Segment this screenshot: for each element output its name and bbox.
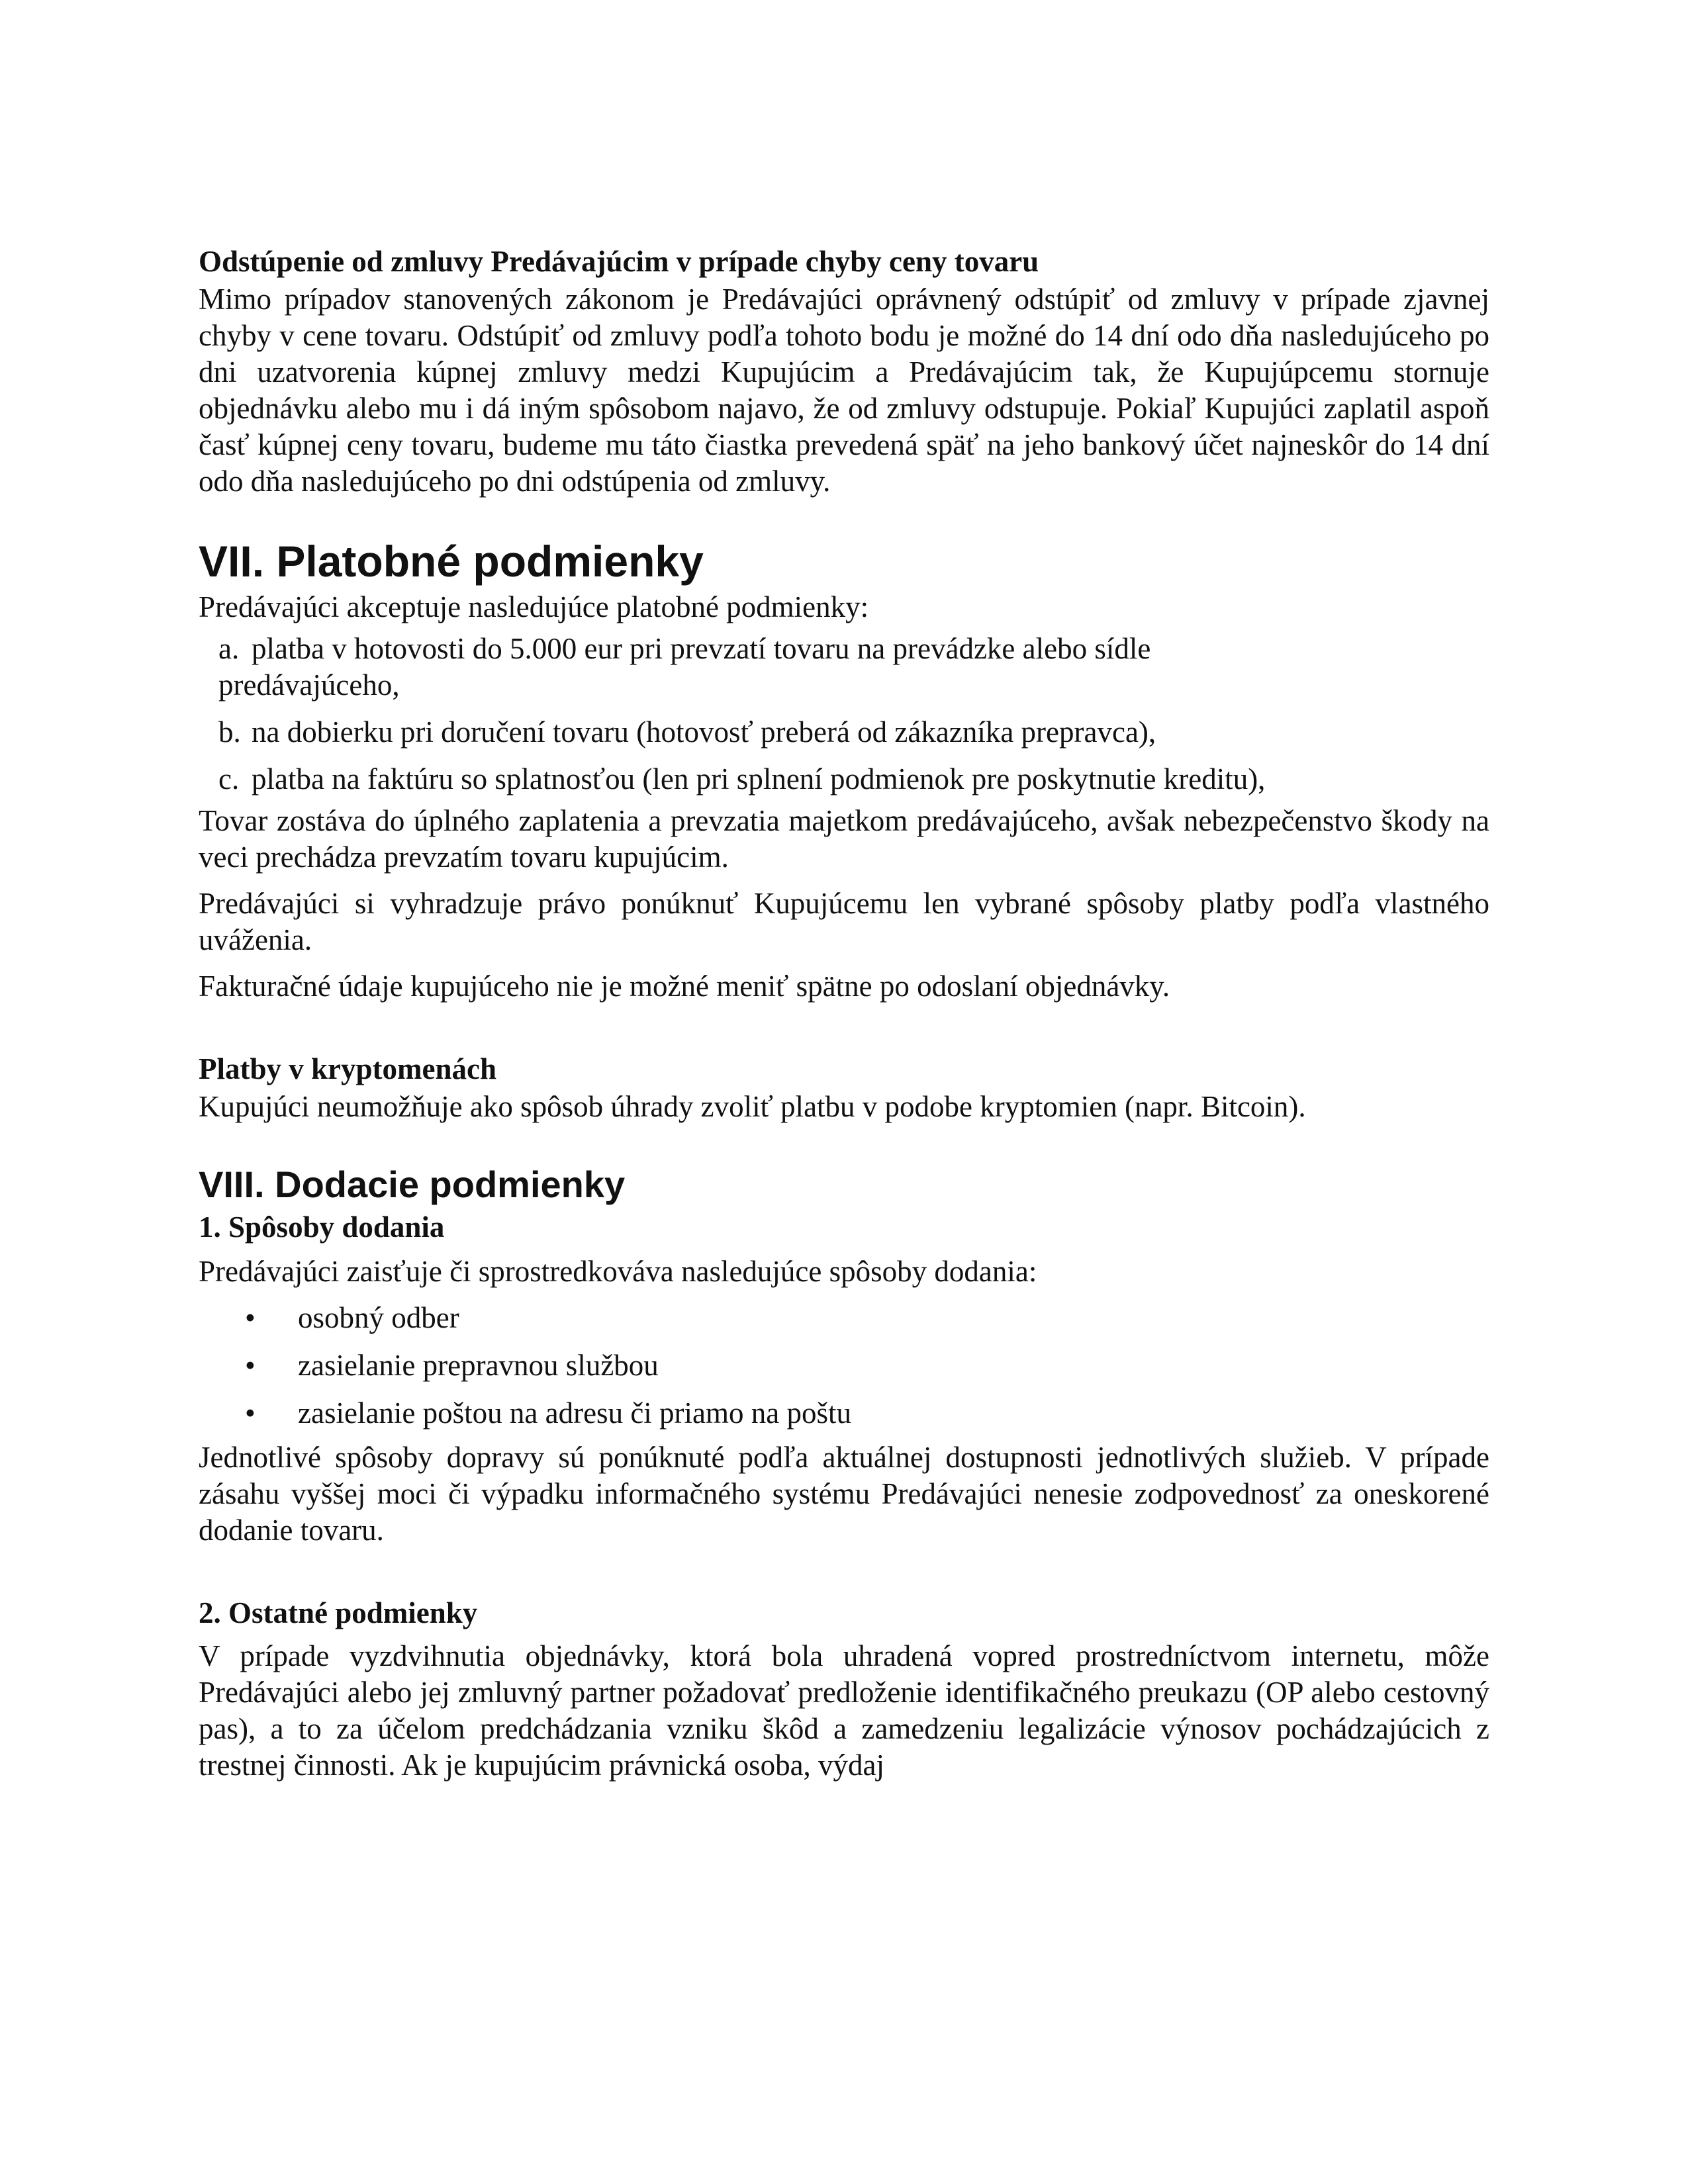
bullet: • [245, 1349, 256, 1382]
ownership-paragraph: Tovar zostáva do úplného zaplatenia a prevzatia majetkom predávajúceho, avšak nebezpečenstvo škody na veci prechádza prevzatím tovaru kupujúcim. [199, 804, 1489, 874]
payment-choice-paragraph: Predávajúci si vyhradzuje právo ponúknuť Kupujúcemu len vybrané spôsoby platby podľa vlastného uváženia. [199, 887, 1489, 956]
list-item-text: osobný odber [298, 1301, 459, 1334]
list-item [199, 714, 1489, 751]
list-item-text: na dobierku pri doručení tovaru (hotovosť preberá od zákazníka prepravca), [252, 715, 1156, 749]
list-item [199, 761, 1489, 797]
list-item-text-continued: predávajúceho, [218, 668, 400, 702]
crypto-body: Kupujúci neumožňuje ako spôsob úhrady zvoliť platbu v podobe kryptomien (napr. Bitcoin). [199, 1090, 1306, 1123]
list-item [199, 1300, 1489, 1336]
other-conditions-subheading: 2. Ostatné podmienky [199, 1596, 478, 1629]
section-price-error-title: Odstúpenie od zmluvy Predávajúcim v prípade chyby ceny tovaru [199, 245, 1039, 278]
section-price-error-body: Mimo prípadov stanovených zákonom je Predávajúci oprávnený odstúpiť od zmluvy v prípade zjavnej chyby v cene tovaru. Odstúpiť od zmluvy podľa tohoto bodu je možné do 14 dní odo dňa nasledujúceho po dni uzatvorenia kúpnej zmluvy medzi Kupujúcim a Predávajúcim tak, že Kupujúpcemu stornuje objednávku alebo mu i dá iným spôsobom najavo, že od zmluvy odstupuje. Pokiaľ Kupujúci zaplatil aspoň časť kúpnej ceny tovaru, budeme mu táto čiastka prevedená späť na jeho bankový účet najneskôr do 14 dní odo dňa nasledujúceho po dni odstúpenia od zmluvy. [199, 283, 1489, 498]
list-marker: b. [218, 715, 241, 749]
list-item [199, 1347, 1489, 1384]
billing-data-paragraph: Fakturačné údaje kupujúceho nie je možné meniť spätne po odoslaní objednávky. [199, 970, 1170, 1003]
list-item-text: zasielanie poštou na adresu či priamo na poštu [298, 1396, 851, 1430]
section-7-heading: VII. Platobné podmienky [199, 537, 704, 586]
list-item [199, 631, 1489, 704]
delivery-methods-list [199, 1300, 1489, 1432]
list-marker: c. [218, 762, 240, 796]
list-item-text: platba v hotovosti do 5.000 eur pri prevzatí tovaru na prevádzke alebo sídle [252, 632, 1151, 665]
list-item-text: platba na faktúru so splatnosťou (len pri splnení podmienok pre poskytnutie kreditu), [252, 762, 1266, 796]
other-conditions-paragraph: V prípade vyzdvihnutia objednávky, ktorá bola uhradená vopred prostredníctvom internetu, môže Predávajúci alebo jej zmluvný partner požadovať predloženie identifikačného preukazu (OP alebo cestovný pas), a to za účelom predchádzania vzniku škôd a zamedzeniu legalizácie výnosov pochádzajúcich z trestnej činnosti. Ak je kupujúcim právnická osoba, výdaj [199, 1639, 1489, 1782]
list-item [199, 1395, 1489, 1432]
delivery-intro: Predávajúci zaisťuje či sprostredkováva nasledujúce spôsoby dodania: [199, 1255, 1037, 1288]
bullet: • [245, 1301, 256, 1334]
section-8-heading: VIII. Dodacie podmienky [199, 1163, 626, 1205]
delivery-availability-paragraph: Jednotlivé spôsoby dopravy sú ponúknuté podľa aktuálnej dostupnosti jednotlivých služieb. V prípade zásahu vyššej moci či výpadku informačného systému Predávajúci nenesie zodpovednosť za oneskorené dodanie tovaru. [199, 1441, 1489, 1547]
payment-methods-list [199, 631, 1489, 797]
payment-intro: Predávajúci akceptuje nasledujúce platobné podmienky: [199, 590, 869, 623]
bullet: • [245, 1396, 256, 1430]
list-item-text: zasielanie prepravnou službou [298, 1349, 659, 1382]
list-marker: a. [218, 632, 240, 665]
document-page [199, 244, 1489, 1784]
delivery-methods-subheading: 1. Spôsoby dodania [199, 1210, 445, 1244]
crypto-title: Platby v kryptomenách [199, 1052, 496, 1085]
